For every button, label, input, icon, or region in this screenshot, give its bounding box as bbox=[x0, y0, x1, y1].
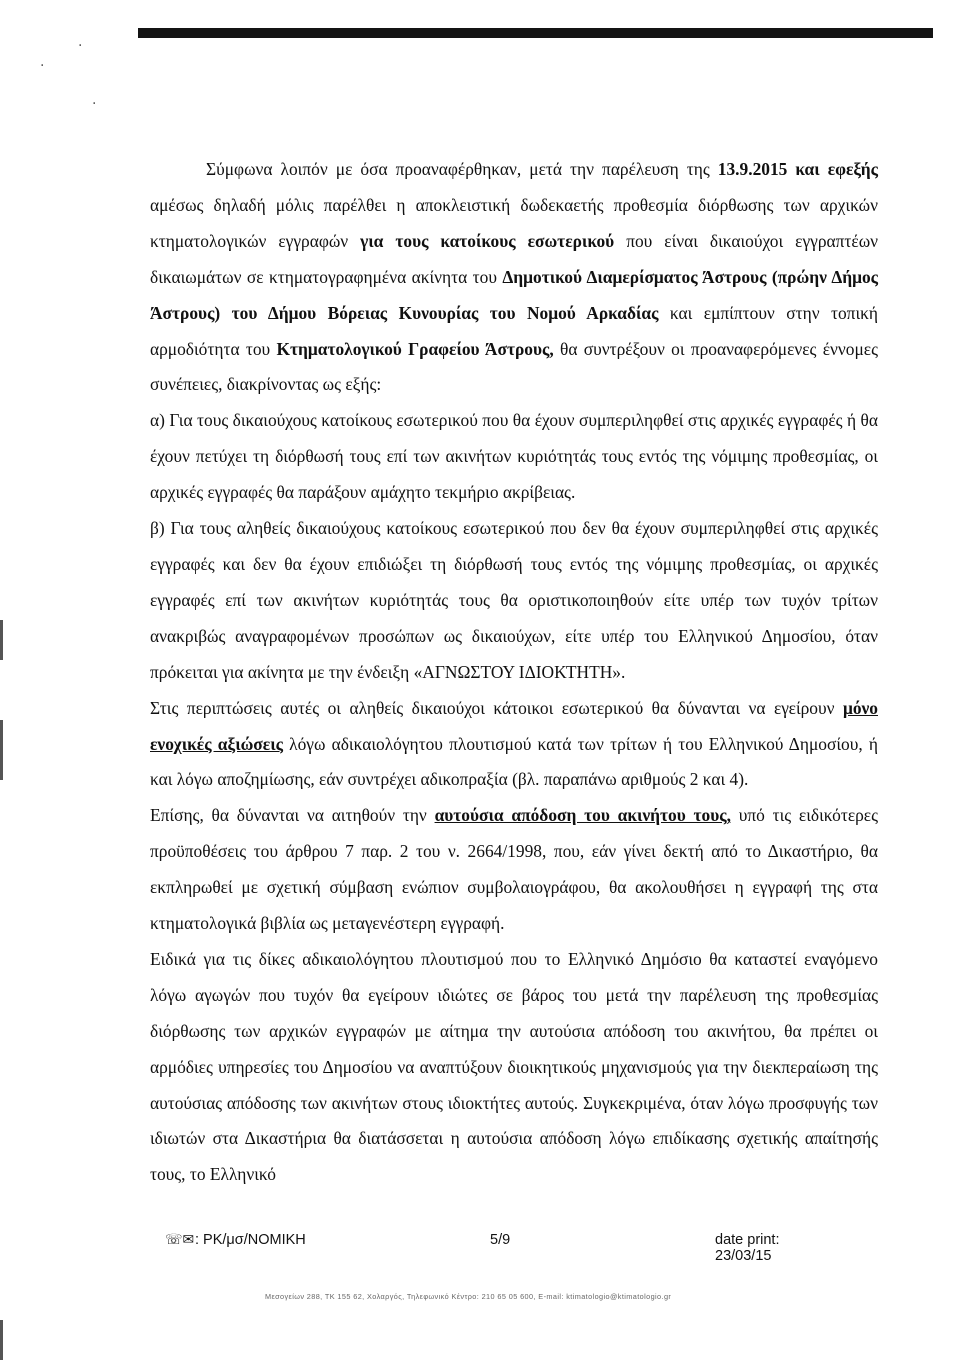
alpha-paragraph: α) Για τους δικαιούχους κατοίκους εσωτερικού που θα έχουν συμπεριληφθεί στις αρχικές εγγραφές ή θα έχουν πετύχει τη διόρθωσή τους επί των ακινήτων κυριότητάς τους εντός της νόμιμης προθεσμίας, οι αρχικές εγγραφές θα παράξουν αμάχητο τεκμήριο ακρίβειας. bbox=[150, 410, 878, 503]
intro-text-4: και εμπίπτουν στην τοπική αρμοδιότητα του bbox=[150, 302, 879, 359]
restitution-text: Επίσης, θα δύνανται να αιτηθούν την bbox=[150, 805, 435, 826]
intro-text-2: αμέσως δηλαδή μόλις παρέλθει η αποκλειστική δωδεκαετής προθεσμία διόρθωσης των αρχικών κτηματολογικών εγγραφών bbox=[150, 194, 878, 251]
intro-date-bold: 13.9.2015 και bbox=[717, 159, 820, 179]
page-number: 5/9 bbox=[490, 1232, 511, 1248]
scan-edge-line bbox=[0, 1320, 3, 1360]
restitution-text-2: υπό τις ειδικότερες προϋποθέσεις του άρθρου 7 παρ. 2 του ν. 2664/1998, που, εάν γίνει δεκτή από το Δικαστήριο, θα εκπληρωθεί με σχετική σύμβαση ενώπιον συμβολαιογράφου, θα ακολουθήσει η εγγραφή της στα κτηματολογικά βιβλία ως μεταγενέστερη εγγραφή. bbox=[150, 805, 878, 934]
scan-edge-line bbox=[0, 720, 3, 780]
claims-underlined: μόνο ενοχικές αξιώσεις bbox=[150, 697, 878, 754]
phone-with-envelope-icon: ☏✉ bbox=[165, 1232, 195, 1248]
page-footer bbox=[165, 1232, 835, 1264]
footer-address: Μεσογείων 288, ΤΚ 155 62, Χολαργός, Τηλεφωνικό Κέντρο: 210 65 05 600, E-mail: ktimatologio@ktimatologio.gr bbox=[265, 1292, 672, 1301]
claims-text-2: λόγω αδικαιολόγητου πλουτισμού κατά των τρίτων ή του Ελληνικού Δημοσίου, ή και λόγω αποζημίωσης, εάν συντρέχει αδικοπραξία (βλ. παραπάνω αριθμούς 2 και 4). bbox=[150, 733, 878, 790]
scan-speck: · bbox=[40, 58, 45, 74]
beta-paragraph: β) Για τους αληθείς δικαιούχους κατοίκους εσωτερικού που δεν θα έχουν συμπεριληφθεί στις αρχικές εγγραφές και δεν θα έχουν επιδιώξει τη διόρθωσή τους εντός της νόμιμης προθεσμίας, οι αρχικές εγγραφές επί των ακινήτων κυριότητάς τους θα οριστικοποιηθούν είτε υπέρ των τυχόν τρίτων ανακριβώς αναγραφομένων προσώπων ως δικαιούχων, είτε υπέρ του Ελληνικού Δημοσίου, όταν πρόκειται για ακίνητα με την ένδειξη «ΑΓΝΩΣΤΟΥ ΙΔΙΟΚΤΗΤΗ». bbox=[150, 518, 878, 682]
intro-text-5: θα συντρέξουν οι προαναφερόμενες έννομες συνέπειες, διακρίνοντας ως εξής: bbox=[150, 338, 878, 395]
intro-municipality-bold: Δημοτικού Διαμερίσματος Άστρους (πρώην Δήμος Άστρους) του Δήμου Βόρειας Κυνουρίας του Νομού Αρκαδίας bbox=[150, 266, 878, 323]
restitution-underlined: αυτούσια απόδοση του ακινήτου τους, bbox=[434, 805, 731, 826]
scan-edge-line bbox=[0, 620, 3, 660]
restitution-paragraph bbox=[150, 798, 878, 942]
intro-office-bold: Κτηματολογικού Γραφείου Άστρους, bbox=[276, 338, 554, 359]
state-paragraph: Ειδικά για τις δίκες αδικαιολόγητου πλουτισμού που το Ελληνικό Δημόσιο θα καταστεί εναγόμενο λόγω αγωγών που τυχόν θα εγείρουν ιδιώτες σε βάρος του μετά την παρέλευση της προθεσμίας διόρθωσης των αρχικών εγγραφών με αίτημα την αυτούσια απόδοση του ακινήτου, θα πρέπει οι αρμόδιες υπηρεσίες του Δημοσίου να αναπτύξουν διοικητικούς μηχανισμούς για την διεκπεραίωση της αυτούσιας απόδοσης των ακινήτων στους ιδιοκτήτες αυτούς. Συγκεκριμένα, όταν λόγω προσφυγής των ιδιωτών στα Δικαστήρια θα διατάσσεται η αυτούσια απόδοση λόγω επιδίκασης σχετικής απαίτησής τους, το Ελληνικό bbox=[150, 948, 878, 1185]
scan-speck: · bbox=[92, 96, 97, 112]
intro-residents-bold: για τους κατοίκους εσωτερικού bbox=[360, 230, 615, 251]
claims-text: Στις περιπτώσεις αυτές οι αληθείς δικαιούχοι κάτοικοι εσωτερικού θα δύνανται να εγείρουν bbox=[150, 697, 843, 718]
print-date: date print: 23/03/15 bbox=[715, 1232, 780, 1264]
intro-bold-word: εφεξής bbox=[827, 159, 878, 179]
document-body bbox=[150, 152, 878, 1193]
scan-speck: · bbox=[78, 38, 83, 54]
claims-paragraph bbox=[150, 691, 878, 799]
footer-code: : PK/μσ/NOMIKH bbox=[195, 1232, 306, 1248]
intro-text: Σύμφωνα λοιπόν με όσα προαναφέρθηκαν, μετά την παρέλευση της bbox=[206, 159, 718, 179]
intro-paragraph bbox=[150, 152, 878, 403]
intro-text-3: που είναι δικαιούχοι εγγραπτέων δικαιωμάτων σε κτηματογραφημένα ακίνητα του bbox=[150, 230, 878, 287]
top-black-bar bbox=[138, 28, 933, 38]
